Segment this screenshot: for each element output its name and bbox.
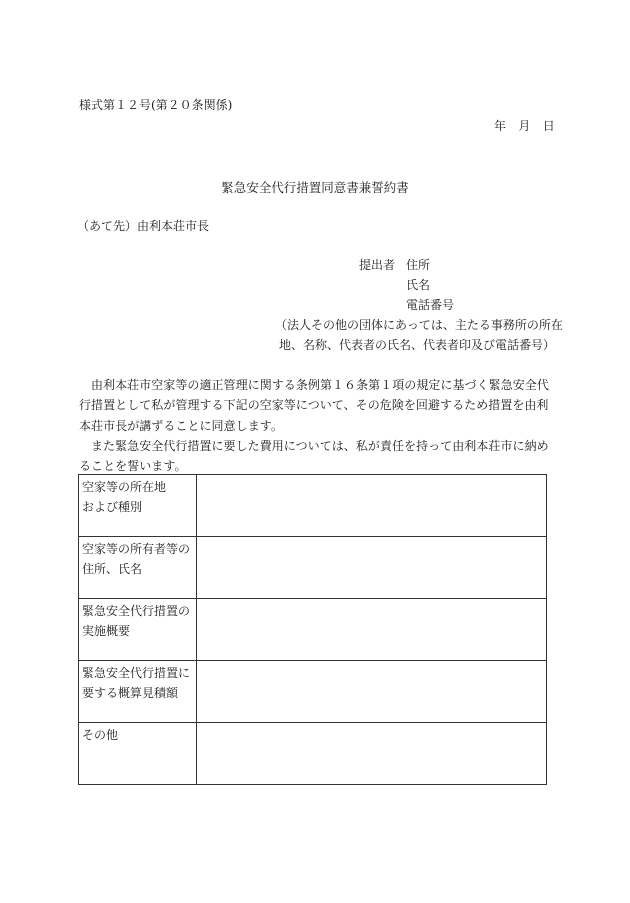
row-label-owner <box>79 537 197 599</box>
submitter-name-label: 氏名 <box>406 278 431 292</box>
consent-paragraph: 由利本荘市空家等の適正管理に関する条例第１６条第１項の規定に基づく緊急安全代行措置として私が管理する下記の空家等について、その危険を回避するため措置を由利本荘市長が講ずることに同意します。 <box>79 378 549 433</box>
submitter-address-label: 住所 <box>406 258 431 272</box>
form-number: 様式第１２号(第２０条関係) <box>79 98 233 112</box>
details-table <box>78 474 547 785</box>
row-label-line: その他 <box>82 728 119 742</box>
row-label-line: 要する概算見積額 <box>82 685 179 700</box>
addressee: （あて先）由利本荘市長 <box>77 219 210 233</box>
submitter-label: 提出者 <box>359 258 396 272</box>
table-row <box>79 475 547 537</box>
row-label-other <box>79 723 197 785</box>
table-row <box>79 537 547 599</box>
submitter-note-line1: （法人その他の団体にあっては、主たる事務所の所在 <box>275 318 563 332</box>
row-label-line: および種別 <box>82 499 143 514</box>
row-label-line: 実施概要 <box>82 623 131 638</box>
row-label-estimate <box>79 661 197 723</box>
row-value-location[interactable] <box>197 475 547 537</box>
row-label-line: 住所、氏名 <box>82 561 143 576</box>
row-label-line: 緊急安全代行措置に <box>82 666 191 680</box>
submitter-phone-label: 電話番号 <box>406 298 455 312</box>
body-text <box>79 375 549 476</box>
table-row <box>79 723 547 785</box>
table-row <box>79 599 547 661</box>
row-label-summary <box>79 599 197 661</box>
row-label-line: 緊急安全代行措置の <box>82 604 191 618</box>
table-row <box>79 661 547 723</box>
row-label-location <box>79 475 197 537</box>
row-value-owner[interactable] <box>197 537 547 599</box>
pledge-paragraph: また緊急安全代行措置に要した費用については、私が責任を持って由利本荘市に納めることを誓います。 <box>79 438 549 474</box>
row-value-other[interactable] <box>197 723 547 785</box>
row-label-line: 空家等の所在地 <box>82 480 167 494</box>
document-title: 緊急安全代行措置同意書兼誓約書 <box>221 180 409 195</box>
submitter-note-line2: 地、名称、代表者の氏名、代表者印及び電話番号） <box>279 338 556 352</box>
row-label-line: 空家等の所有者等の <box>82 542 191 556</box>
row-value-summary[interactable] <box>197 599 547 661</box>
row-value-estimate[interactable] <box>197 661 547 723</box>
date-line: 年 月 日 <box>494 119 556 133</box>
